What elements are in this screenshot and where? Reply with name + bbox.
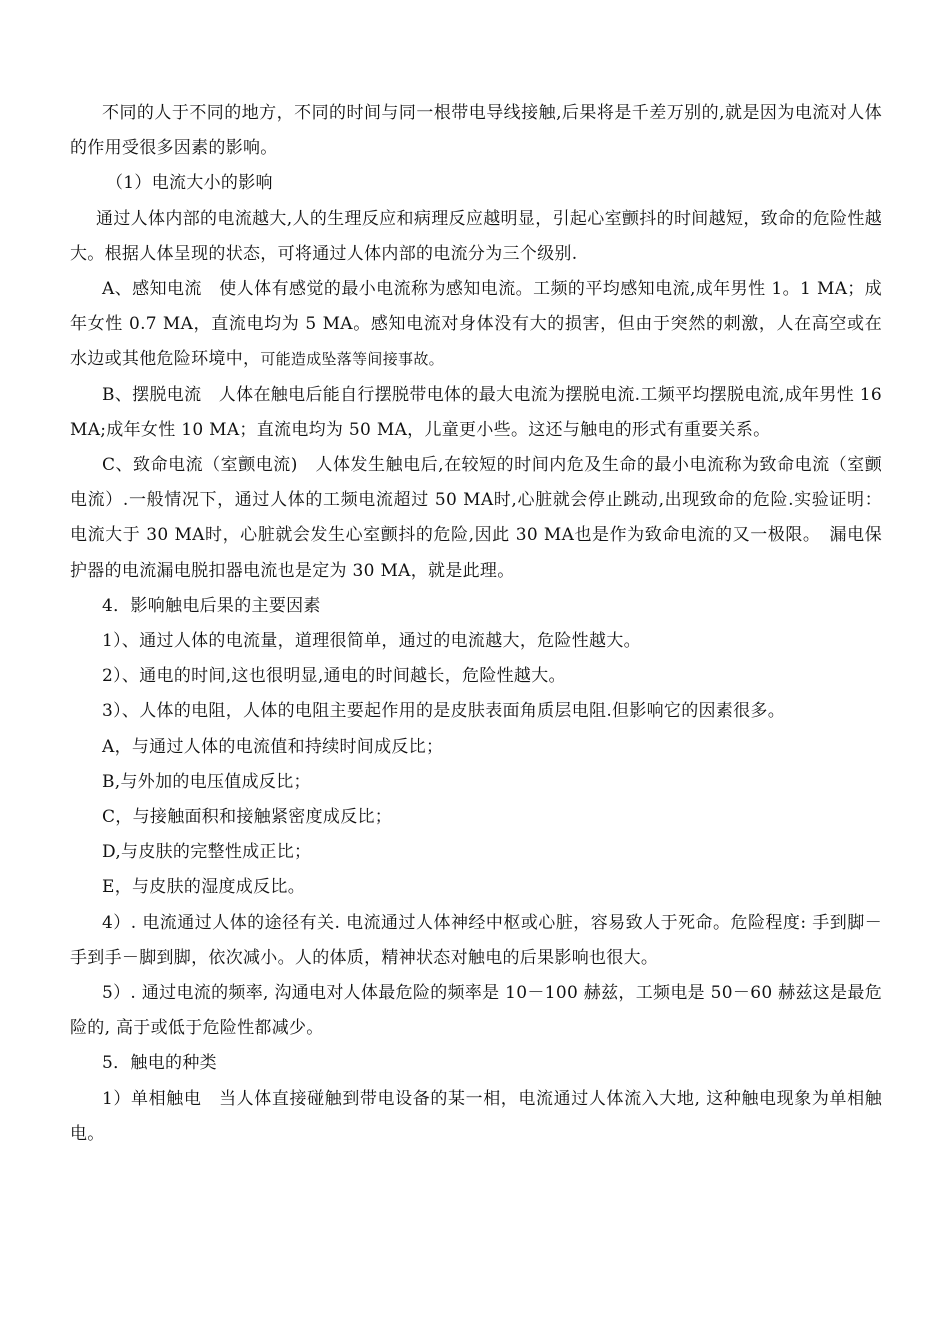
paragraph-factor-3b: B,与外加的电压值成反比； bbox=[102, 771, 311, 792]
paragraph-let-go-current: B、摆脱电流 人体在触电后能自行摆脱带电体的最大电流为摆脱电流.工频平均摆脱电流,成年男性 16 MA;成年女性 10 MA；直流电均为 50 MA，儿童更小些。这还与触电的形式有重要关系。 bbox=[70, 384, 882, 440]
paragraph-single-phase: 1）单相触电 当人体直接碰触到带电设备的某一相，电流通过人体流入大地, 这种触电现象为单相触电。 bbox=[70, 1088, 882, 1144]
paragraph-intro: 不同的人于不同的地方，不同的时间与同一根带电导线接触,后果将是千差万别的,就是因为电流对人体的作用受很多因素的影响。 bbox=[70, 103, 882, 159]
paragraph-factor-2: 2）、通电的时间,这也很明显,通电的时间越长，危险性越大。 bbox=[102, 666, 566, 687]
paragraph-factor-3e: E，与皮肤的湿度成反比。 bbox=[102, 877, 306, 898]
paragraph-factor-3: 3）、人体的电阻，人体的电阻主要起作用的是皮肤表面角质层电阻.但影响它的因素很多。 bbox=[102, 701, 786, 722]
paragraph-factor-3c: C，与接触面积和接触紧密度成反比； bbox=[102, 807, 393, 828]
heading-factors: 4．影响触电后果的主要因素 bbox=[102, 595, 321, 616]
paragraph-current-size: 通过人体内部的电流越大,人的生理反应和病理反应越明显，引起心室颤抖的时间越短，致命的危险性越大。根据人体呈现的状态，可将通过人体内部的电流分为三个级别. bbox=[70, 208, 882, 264]
paragraph-factor-5: 5）. 通过电流的频率, 沟通电对人体最危险的频率是 10－100 赫兹，工频电是 50－60 赫兹这是最危险的, 高于或低于危险性都减少。 bbox=[70, 983, 882, 1039]
paragraph-factor-1: 1）、通过人体的电流量，道理很简单，通过的电流越大，危险性越大。 bbox=[102, 631, 641, 652]
paragraph-lethal-current: C、致命电流（室颤电流) 人体发生触电后,在较短的时间内危及生命的最小电流称为致命电流（室颤电流）.一般情况下，通过人体的工频电流超过 50 MA时,心脏就会停止跳动,出现致命的危险.实验证明：电流大于 30 MA时，心脏就会发生心室颤抖的危险,因此 30 MA也是作为致命电流的又一极限。 漏电保护器的电流漏电脱扣器电流也是定为 30 MA，就是此理。 bbox=[70, 455, 882, 581]
perception-current-text: A、感知电流 使人体有感觉的最小电流称为感知电流。工频的平均感知电流,成年男性 1。1 MA；成年女性 0.7 MA，直流电均为 5 MA。感知电流对身体没有大的损害，但由于突然的刺激，人在高空或在水边或其他危险环境中， bbox=[70, 279, 882, 370]
paragraph-factor-3d: D,与皮肤的完整性成正比； bbox=[102, 842, 312, 863]
paragraph-perception-current bbox=[70, 272, 882, 378]
heading-current-size: （1）电流大小的影响 bbox=[106, 173, 273, 194]
paragraph-factor-3a: A，与通过人体的电流值和持续时间成反比； bbox=[102, 736, 444, 757]
heading-types: 5．触电的种类 bbox=[102, 1053, 217, 1074]
perception-current-small-text: 可能造成坠落等间接事故。 bbox=[260, 350, 444, 369]
document-body bbox=[70, 96, 882, 1152]
paragraph-factor-4: 4）. 电流通过人体的途径有关. 电流通过人体神经中枢或心脏，容易致人于死命。危险程度: 手到脚－手到手－脚到脚，依次减小。人的体质，精神状态对触电的后果影响也很大。 bbox=[70, 912, 882, 968]
